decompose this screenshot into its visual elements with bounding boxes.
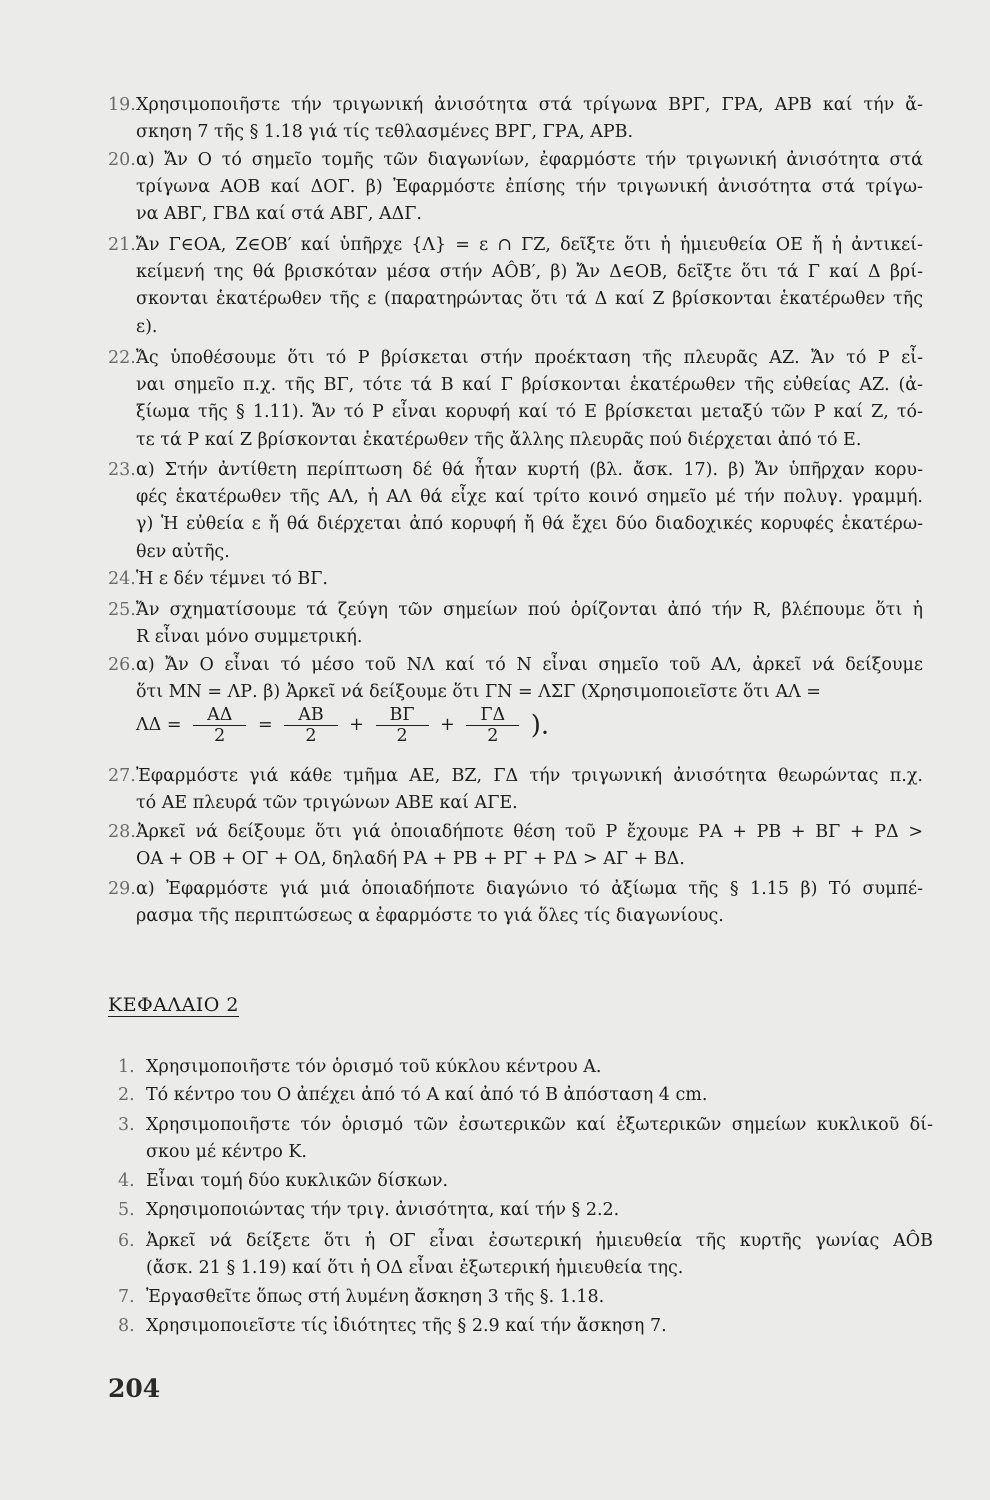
hint-item bbox=[118, 1197, 933, 1224]
fraction-numerator: ΑΔ bbox=[193, 705, 246, 726]
hint-line: σκηση 7 τῆς § 1.18 γιά τίς τεθλασμένες ΒΡΓ, ΓΡΑ, ΑΡΒ. bbox=[136, 122, 634, 143]
hint-item bbox=[108, 763, 923, 817]
hint-text bbox=[136, 763, 923, 817]
fraction-numerator: ΒΓ bbox=[376, 705, 429, 726]
hint-text bbox=[136, 92, 923, 146]
hint-line: Χρησιμοποιεῖστε τίς ἰδιότητες τῆς § 2.9 καί τήν ἄσκηση 7. bbox=[146, 1316, 667, 1336]
hint-item bbox=[118, 1112, 933, 1166]
hint-line: α) Ἄν Ο εἶναι τό μέσο τοῦ ΝΛ καί τό Ν εἶναι σημεῖο τοῦ ΑΛ, ἀρκεῖ νά δείξουμε bbox=[136, 655, 923, 675]
hint-item bbox=[108, 819, 923, 873]
hint-line: Ἄν σχηματίσουμε τά ζεύγη τῶν σημείων πού ὁρίζονται ἀπό τήν R, βλέπουμε ὅτι ἡ bbox=[136, 600, 923, 620]
page-number: 204 bbox=[108, 1374, 161, 1403]
hint-text bbox=[136, 147, 923, 229]
hint-line: Χρησιμοποιώντας τήν τριγ. ἀνισότητα, καί τήν § 2.2. bbox=[146, 1200, 620, 1220]
hint-text bbox=[146, 1082, 933, 1109]
hint-line: σκονται ἑκατέρωθεν τῆς ε (παρατηρώντας ὅτι τά Δ καί Ζ βρίσκονται ἑκατέρωθεν τῆς bbox=[136, 289, 923, 310]
hint-line: ναι σημεῖο π.χ. τῆς ΒΓ, τότε τά Β καί Γ βρίσκονται ἑκατέρωθεν τῆς εὐθείας ΑΖ. (ἀ- bbox=[136, 375, 923, 396]
hint-line: γ) Ἡ εὐθεία ε ἤ θά διέρχεται ἀπό κορυφή ἤ θά ἔχει δύο διαδοχικές κορυφές ἑκατέρω- bbox=[136, 514, 923, 535]
hint-item bbox=[118, 1082, 933, 1109]
hint-number: 22. bbox=[108, 348, 136, 368]
hint-line: Ἀρκεῖ νά δείξουμε ὅτι γιά ὁποιαδήποτε θέση τοῦ Ρ ἔχουμε ΡΑ + ΡΒ + ΒΓ + ΡΔ > bbox=[136, 822, 923, 842]
fraction-numerator: ΑΒ bbox=[284, 705, 338, 726]
hint-line: τρίγωνα ΑΟΒ καί ΔΟΓ. β) Ἐφαρμόστε ἐπίσης τήν τριγωνική ἀνισότητα στά τρίγω- bbox=[136, 177, 923, 198]
hint-item bbox=[118, 1054, 933, 1081]
hint-text bbox=[136, 232, 923, 341]
hint-line: α) Ἐφαρμόστε γιά μιά ὁποιαδήποτε διαγώνιο τό ἀξίωμα τῆς § 1.15 β) Τό συμπέ- bbox=[136, 879, 923, 899]
hint-line: ρασμα τῆς περιπτώσεως α ἐφαρμόστε το γιά ὅλες τίς διαγωνίους. bbox=[136, 906, 724, 927]
hint-line: κείμενή της θά βρισκόταν μέσα στήν ΑÔΒ′, β) Ἄν Δ∈ΟΒ, δεῖξτε ὅτι τά Γ καί Δ βρί- bbox=[136, 262, 923, 283]
hint-line: Ἐφαρμόστε γιά κάθε τμῆμα ΑΕ, ΒΖ, ΓΔ τήν τριγωνική ἀνισότητα θεωρώντας π.χ. bbox=[136, 766, 923, 786]
fraction-ad bbox=[193, 705, 246, 746]
hint-number: 23. bbox=[108, 460, 136, 480]
fraction-ab bbox=[284, 705, 338, 746]
hint-line: σκου μέ κέντρο Κ. bbox=[146, 1142, 307, 1163]
hint-text bbox=[136, 652, 923, 706]
fraction-operator: + bbox=[349, 715, 364, 735]
hint-line: Ἄς ὑποθέσουμε ὅτι τό Ρ βρίσκεται στήν προέκταση τῆς πλευρᾶς ΑΖ. Ἄν τό Ρ εἶ- bbox=[136, 348, 923, 368]
hint-line: Ἀρκεῖ νά δείξετε ὅτι ἡ ΟΓ εἶναι ἐσωτερική ἡμιευθεία τῆς κυρτῆς γωνίας ΑÔΒ bbox=[146, 1231, 933, 1251]
hint-number: 8. bbox=[118, 1316, 135, 1336]
hint-number: 4. bbox=[118, 1171, 135, 1191]
hint-item bbox=[118, 1228, 933, 1282]
fraction-denominator: 2 bbox=[487, 726, 499, 746]
fraction-equation bbox=[108, 705, 923, 746]
fraction-operator: + bbox=[440, 715, 455, 735]
hint-text bbox=[146, 1054, 933, 1081]
hint-line: ΟΑ + ΟΒ + ΟΓ + ΟΔ, δηλαδή ΡΑ + ΡΒ + ΡΓ + ΡΔ > ΑΓ + ΒΔ. bbox=[136, 849, 685, 870]
hint-text bbox=[136, 457, 923, 566]
hint-item bbox=[108, 345, 923, 454]
hint-line: ε). bbox=[136, 316, 158, 337]
hint-item bbox=[108, 147, 923, 229]
hint-number: 26. bbox=[108, 655, 136, 675]
hint-line: Ἄν Γ∈ΟΑ, Ζ∈ΟΒ′ καί ὑπῆρχε {Λ} = ε ∩ ΓΖ, δεῖξτε ὅτι ἡ ἡμιευθεία ΟΕ ἤ ἡ ἀντικεί- bbox=[136, 235, 923, 255]
hint-line: Χρησιμοποιῆστε τήν τριγωνική ἀνισότητα στά τρίγωνα ΒΡΓ, ΓΡΑ, ΑΡΒ καί τήν ἄ- bbox=[136, 95, 923, 115]
hint-text bbox=[146, 1168, 933, 1195]
hint-line: α) Στήν ἀντίθετη περίπτωση δέ θά ἦταν κυρτή (βλ. ἄσκ. 17). β) Ἄν ὑπῆρχαν κορυ- bbox=[136, 460, 923, 480]
hint-item bbox=[118, 1168, 933, 1195]
hint-line: α) Ἄν Ο τό σημεῖο τομῆς τῶν διαγωνίων, ἐφαρμόστε τήν τριγωνική ἀνισότητα στά bbox=[136, 150, 923, 170]
hint-number: 25. bbox=[108, 600, 136, 620]
hint-line: τό ΑΕ πλευρά τῶν τριγώνων ΑΒΕ καί ΑΓΕ. bbox=[136, 793, 518, 814]
hint-number: 29. bbox=[108, 879, 136, 899]
hint-number: 7. bbox=[118, 1287, 135, 1307]
hint-line: Χρησιμοποιῆστε τόν ὁρισμό τῶν ἐσωτερικῶν καί ἐξωτερικῶν σημείων κυκλικοῦ δί- bbox=[146, 1115, 933, 1135]
hint-number: 6. bbox=[118, 1231, 135, 1251]
hint-text bbox=[146, 1228, 933, 1282]
fraction-gd bbox=[466, 705, 519, 746]
hint-line: ξίωμα τῆς § 1.11). Ἄν τό Ρ εἶναι κορυφή καί τό Ε βρίσκεται μεταξύ τῶν Ρ καί Ζ, τό- bbox=[136, 402, 923, 423]
fraction-tail: ). bbox=[530, 710, 550, 741]
hint-number: 2. bbox=[118, 1085, 135, 1105]
hint-number: 27. bbox=[108, 766, 136, 786]
hint-number: 1. bbox=[118, 1057, 135, 1077]
hint-text bbox=[136, 876, 923, 930]
hint-item bbox=[108, 876, 923, 930]
hint-line: ὅτι ΜΝ = ΛΡ. β) Ἀρκεῖ νά δείξουμε ὅτι ΓΝ = ΛΣΓ (Χρησιμοποιεῖστε ὅτι ΑΛ = bbox=[136, 682, 821, 703]
hint-text bbox=[146, 1284, 933, 1311]
hint-item bbox=[108, 597, 923, 651]
fraction-denominator: 2 bbox=[305, 726, 317, 746]
hint-number: 24. bbox=[108, 569, 136, 589]
hint-line: τε τά Ρ καί Ζ βρίσκονται ἑκατέρωθεν τῆς ἄλλης πλευρᾶς πού διέρχεται ἀπό τό Ε. bbox=[136, 429, 862, 450]
hint-line: Εἶναι τομή δύο κυκλικῶν δίσκων. bbox=[146, 1171, 449, 1191]
chapter-heading: ΚΕΦΑΛΑΙΟ 2 bbox=[108, 994, 240, 1016]
hint-line: (ἄσκ. 21 § 1.19) καί ὅτι ἡ ΟΔ εἶναι ἐξωτερική ἡμιευθεία της. bbox=[146, 1258, 684, 1279]
hint-number: 3. bbox=[118, 1115, 135, 1135]
hint-text bbox=[146, 1197, 933, 1224]
hint-number: 5. bbox=[118, 1200, 135, 1220]
hint-line: R εἶναι μόνο συμμετρική. bbox=[136, 627, 363, 648]
hint-item bbox=[118, 1284, 933, 1311]
hint-item bbox=[108, 457, 923, 566]
fraction-denominator: 2 bbox=[396, 726, 408, 746]
hint-line: θεν αὐτῆς. bbox=[136, 541, 230, 562]
hint-number: 21. bbox=[108, 235, 136, 255]
hint-item bbox=[108, 652, 923, 706]
hint-text bbox=[136, 345, 923, 454]
hint-line: φές ἑκατέρωθεν τῆς ΑΛ, ἡ ΑΛ θά εἶχε καί τρίτο κοινό σημεῖο μέ τήν πολυγ. γραμμή. bbox=[136, 487, 923, 508]
fraction-operator: = bbox=[257, 715, 273, 735]
hint-text bbox=[136, 819, 923, 873]
fraction-lead: ΛΔ = bbox=[136, 715, 182, 735]
hint-number: 20. bbox=[108, 150, 136, 170]
hint-line: Τό κέντρο του Ο ἀπέχει ἀπό τό Α καί ἀπό τό Β ἀπόσταση 4 cm. bbox=[146, 1085, 708, 1105]
hint-item bbox=[108, 566, 923, 593]
hint-line: Ἐργασθεῖτε ὅπως στή λυμένη ἄσκηση 3 τῆς §. 1.18. bbox=[146, 1287, 605, 1307]
hint-item bbox=[118, 1313, 933, 1340]
hint-text bbox=[146, 1313, 933, 1340]
hint-item bbox=[108, 232, 923, 341]
fraction-bg bbox=[376, 705, 429, 746]
hint-line: Ἡ ε δέν τέμνει τό ΒΓ. bbox=[136, 569, 328, 589]
hint-number: 28. bbox=[108, 822, 136, 842]
hint-text bbox=[136, 597, 923, 651]
fraction-denominator: 2 bbox=[214, 726, 226, 746]
hint-text bbox=[146, 1112, 933, 1166]
hint-text bbox=[136, 566, 923, 593]
hint-number: 19. bbox=[108, 95, 136, 115]
fraction-numerator: ΓΔ bbox=[466, 705, 519, 726]
hint-item bbox=[108, 92, 923, 146]
hint-line: Χρησιμοποιῆστε τόν ὁρισμό τοῦ κύκλου κέντρου Α. bbox=[146, 1057, 602, 1077]
hint-line: να ΑΒΓ, ΓΒΔ καί στά ΑΒΓ, ΑΔΓ. bbox=[136, 204, 422, 225]
